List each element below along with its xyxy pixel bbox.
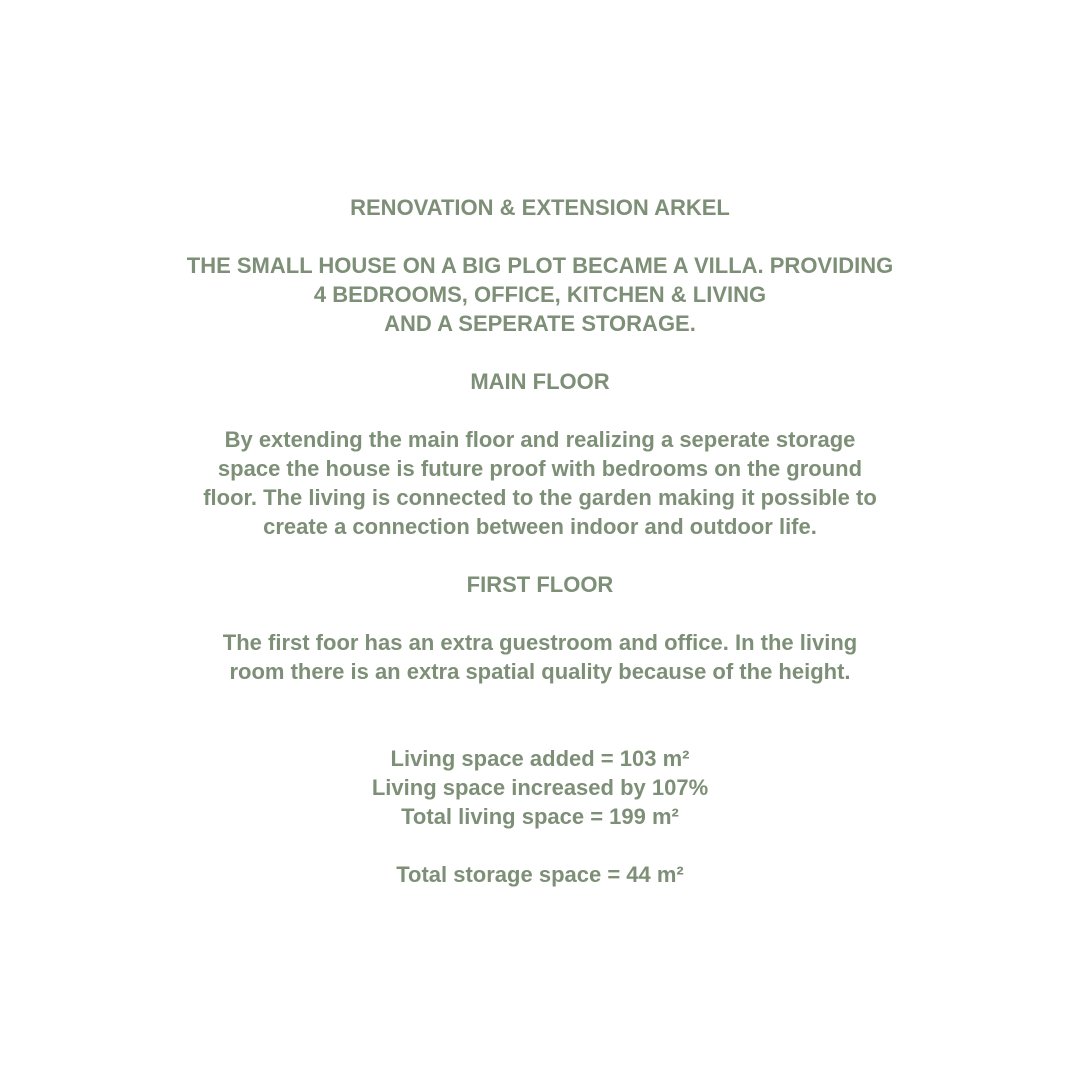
first-floor-line: room there is an extra spatial quality because of the height.: [229, 659, 851, 684]
first-floor-line: The first foor has an extra guestroom and office. In the living: [222, 630, 858, 655]
spacer: [0, 599, 1080, 628]
main-floor-heading: MAIN FLOOR: [470, 369, 610, 394]
first-floor-paragraph: [0, 628, 1080, 686]
spacer: [0, 396, 1080, 425]
living-space-stats: [0, 744, 1080, 831]
main-floor-line: By extending the main floor and realizing a seperate storage: [224, 427, 856, 452]
spacer: [0, 686, 1080, 744]
main-floor-line: space the house is future proof with bedrooms on the ground: [217, 456, 863, 481]
intro-line: 4 BEDROOMS, OFFICE, KITCHEN & LIVING: [313, 282, 767, 307]
intro-line: AND A SEPERATE STORAGE.: [384, 311, 696, 336]
intro-line: THE SMALL HOUSE ON A BIG PLOT BECAME A VILLA. PROVIDING: [186, 253, 894, 278]
spacer: [0, 222, 1080, 251]
spacer: [0, 541, 1080, 570]
spacer: [0, 831, 1080, 860]
stat-storage-total: Total storage space = 44 m²: [396, 862, 684, 887]
main-floor-paragraph: [0, 425, 1080, 541]
spacer: [0, 338, 1080, 367]
project-title: RENOVATION & EXTENSION ARKEL: [350, 195, 730, 220]
project-description: [0, 193, 1080, 889]
stat-living-added: Living space added = 103 m²: [390, 746, 690, 771]
stat-living-increase: Living space increased by 107%: [371, 775, 709, 800]
stat-living-total: Total living space = 199 m²: [401, 804, 679, 829]
first-floor-heading: FIRST FLOOR: [466, 572, 614, 597]
main-floor-line: floor. The living is connected to the garden making it possible to: [203, 485, 877, 510]
intro-paragraph: [0, 251, 1080, 338]
main-floor-line: create a connection between indoor and outdoor life.: [263, 514, 817, 539]
